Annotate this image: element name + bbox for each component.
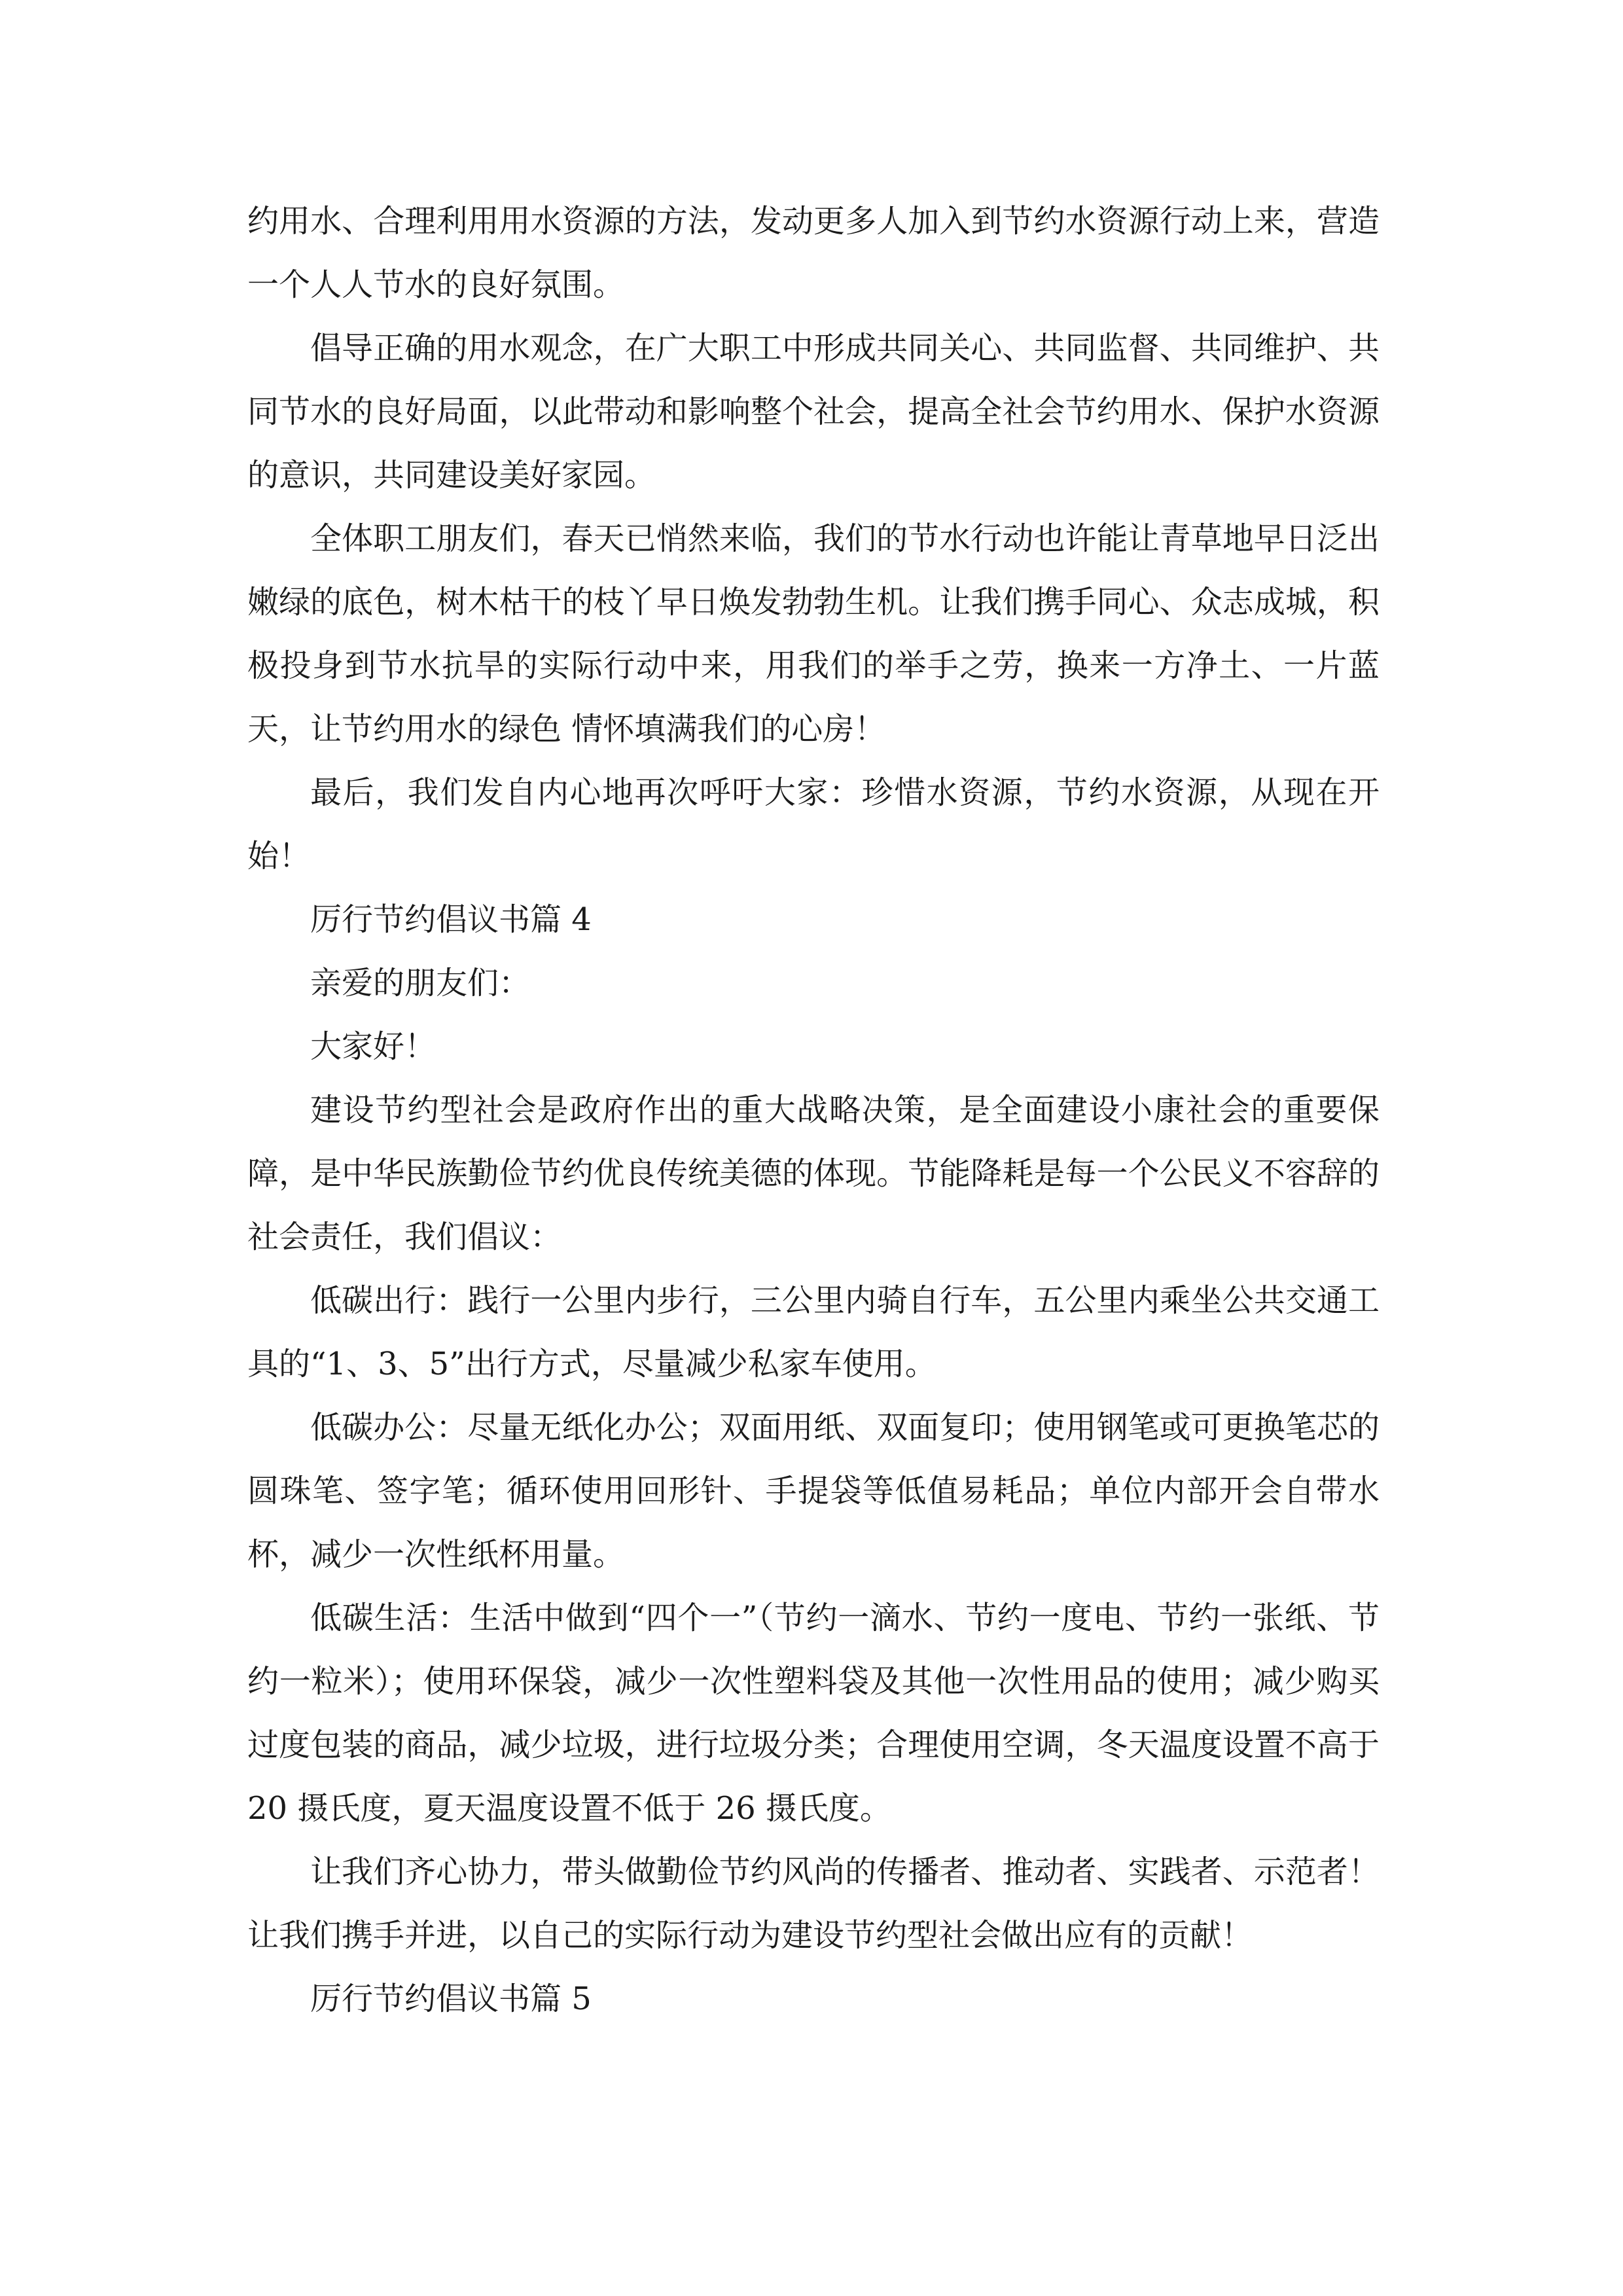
paragraph-water-concept: 倡导正确的用水观念，在广大职工中形成共同关心、共同监督、共同维护、共同节水的良好局面，以此带动和影响整个社会，提高全社会节约用水、保护水资源的意识，共同建设美好家园。 <box>247 330 1380 493</box>
salutation: 亲爱的朋友们： <box>310 965 531 1001</box>
paragraph-closing-appeal: 最后，我们发自内心地再次呼吁大家：珍惜水资源，节约水资源，从现在开始！ <box>247 774 1380 874</box>
greeting: 大家好！ <box>310 1028 437 1065</box>
paragraph-spring-appeal: 全体职工朋友们，春天已悄然来临，我们的节水行动也许能让青草地早日泛出嫩绿的底色，树木枯干的枝丫早日焕发勃勃生机。让我们携手同心、众志成城，积极投身到节水抗旱的实际行动中来，用我们的举手之劳，换来一方净土、一片蓝天，让节约用水的绿色 情怀填满我们的心房！ <box>247 520 1380 747</box>
paragraph-low-carbon-travel: 低碳出行：践行一公里内步行，三公里内骑自行车，五公里内乘坐公共交通工具的“1、3、5”出行方式，尽量减少私家车使用。 <box>247 1282 1380 1382</box>
paragraph-low-carbon-life: 低碳生活：生活中做到“四个一”（节约一滴水、节约一度电、节约一张纸、节约一粒米）；使用环保袋，减少一次性塑料袋及其他一次性用品的使用；减少购买过度包装的商品，减少垃圾，进行垃圾分类；合理使用空调，冬天温度设置不高于 20 摄氏度，夏天温度设置不低于 26 摄氏度。 <box>247 1600 1380 1827</box>
document-page <box>247 190 1380 2031</box>
paragraph-intro: 建设节约型社会是政府作出的重大战略决策，是全面建设小康社会的重要保障，是中华民族勤俭节约优良传统美德的体现。节能降耗是每一个公民义不容辞的社会责任，我们倡议： <box>247 1092 1380 1255</box>
section-title-4: 厉行节约倡议书篇 4 <box>310 901 592 938</box>
paragraph-continuation: 约用水、合理利用用水资源的方法，发动更多人加入到节约水资源行动上来，营造一个人人节水的良好氛围。 <box>247 203 1380 303</box>
paragraph-call-to-action: 让我们齐心协力，带头做勤俭节约风尚的传播者、推动者、实践者、示范者！让我们携手并进，以自己的实际行动为建设节约型社会做出应有的贡献！ <box>247 1854 1380 1954</box>
paragraph-low-carbon-office: 低碳办公：尽量无纸化办公；双面用纸、双面复印；使用钢笔或可更换笔芯的圆珠笔、签字笔；循环使用回形针、手提袋等低值易耗品；单位内部开会自带水杯，减少一次性纸杯用量。 <box>247 1409 1380 1573</box>
section-title-5: 厉行节约倡议书篇 5 <box>310 1981 592 2017</box>
